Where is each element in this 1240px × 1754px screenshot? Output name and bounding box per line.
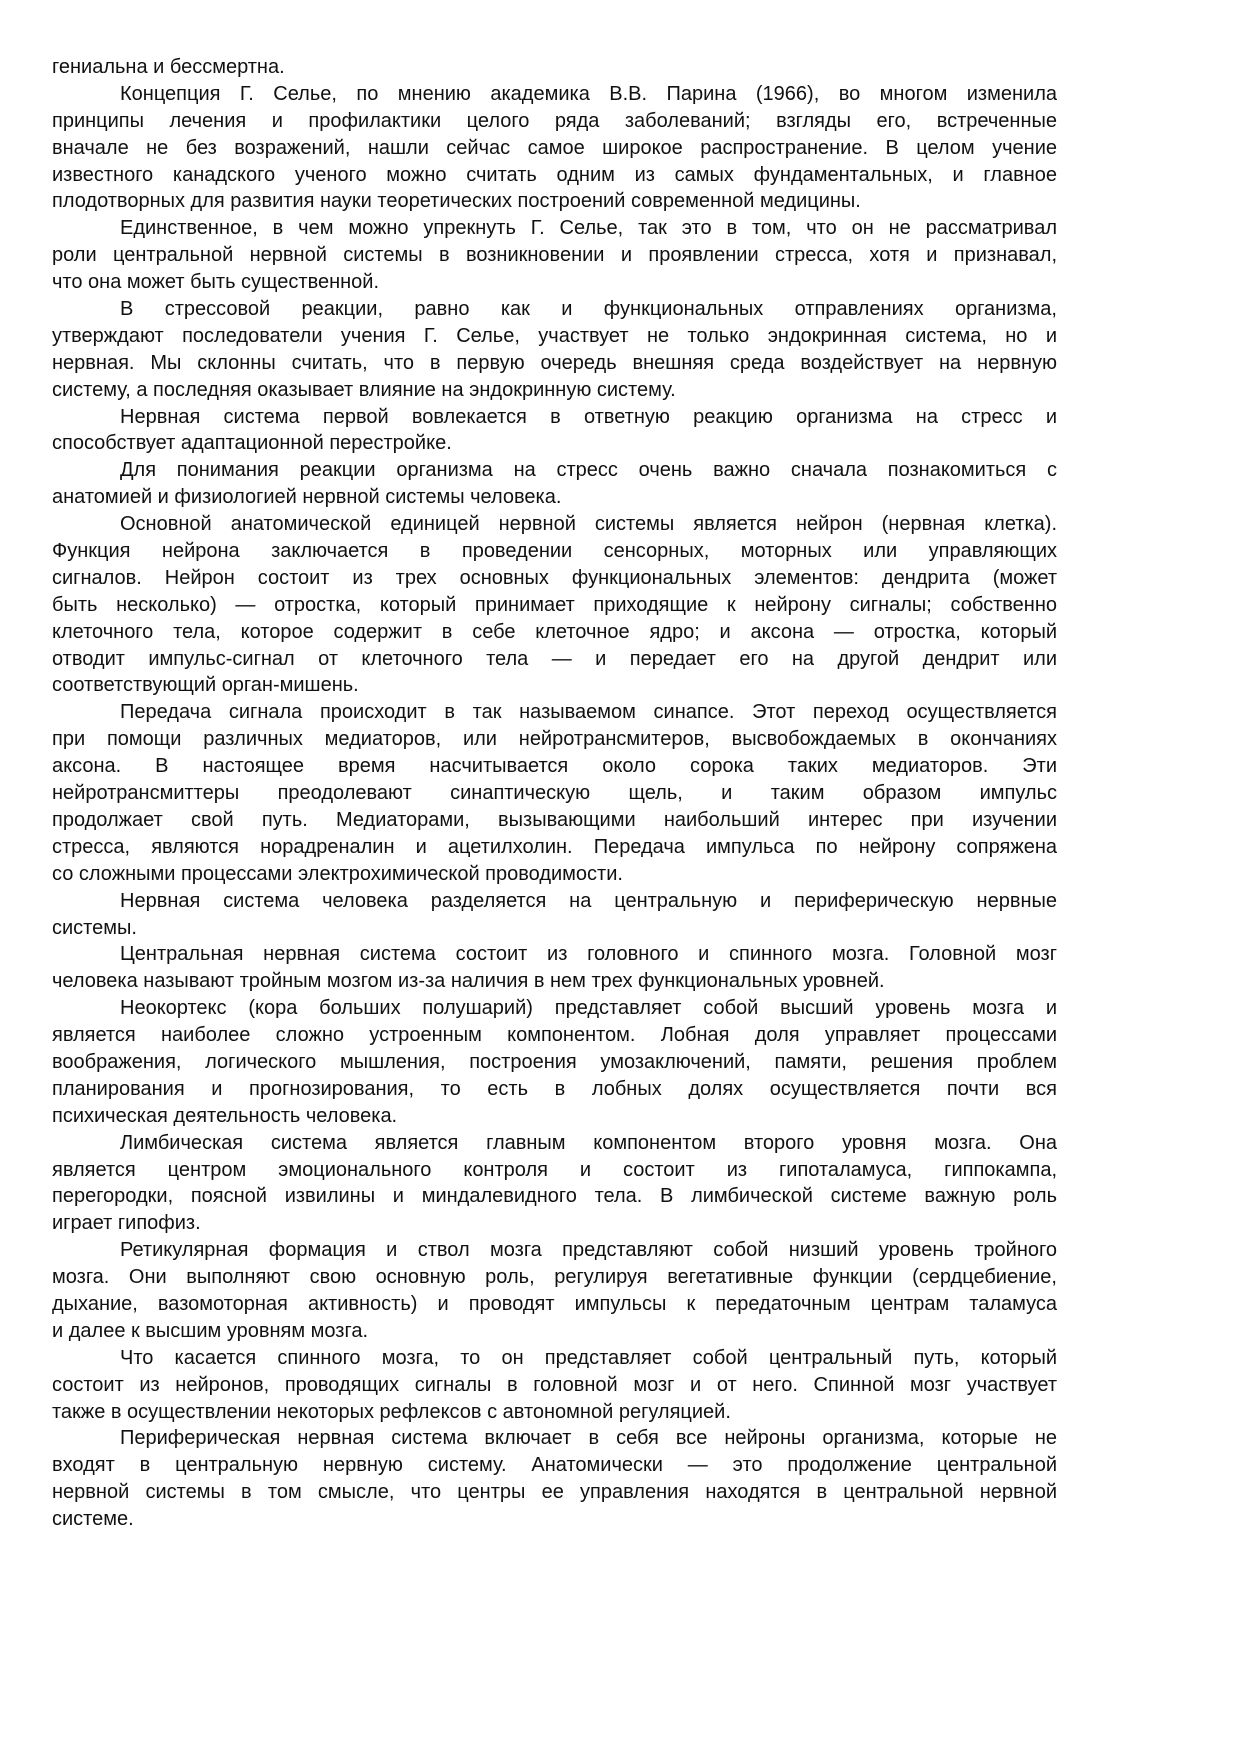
paragraph	[52, 1345, 1057, 1426]
text-line: Ретикулярная формация и ствол мозга представляют собой низший уровень тройного	[120, 1239, 1057, 1262]
text-line: быть несколько) — отростка, который принимает приходящие к нейрону сигналы; собственно	[52, 593, 1057, 616]
text-line: является наиболее сложно устроенным компонентом. Лобная доля управляет процессами	[52, 1024, 1057, 1047]
text-line: является центром эмоционального контроля и состоит из гипоталамуса, гиппокампа,	[52, 1158, 1057, 1181]
paragraph	[52, 511, 1057, 699]
text-line: Передача сигнала происходит в так называемом синапсе. Этот переход осуществляется	[120, 701, 1057, 724]
text-line: также в осуществлении некоторых рефлексов с автономной регуляцией.	[52, 1400, 731, 1423]
text-line: соответствующий орган-мишень.	[52, 674, 359, 697]
text-line: продолжает свой путь. Медиаторами, вызывающими наибольший интерес при изучении	[52, 808, 1057, 831]
paragraph	[52, 995, 1057, 1129]
paragraph	[52, 888, 1057, 942]
text-line: и далее к высшим уровням мозга.	[52, 1319, 369, 1342]
text-line: нейротрансмиттеры преодолевают синаптическую щель, и таким образом импульс	[52, 782, 1057, 805]
text-line: воображения, логического мышления, построения умозаключений, памяти, решения проблем	[52, 1050, 1057, 1073]
text-line: утверждают последователи учения Г. Селье, участвует не только эндокринная система, но и	[52, 324, 1057, 347]
paragraph	[52, 54, 1057, 81]
text-line: Что касается спинного мозга, то он представляет собой центральный путь, который	[120, 1346, 1057, 1369]
text-line: что она может быть существенной.	[52, 271, 380, 294]
paragraph	[52, 699, 1057, 887]
text-line: систему, а последняя оказывает влияние на эндокринную систему.	[52, 378, 676, 401]
paragraph	[52, 1237, 1057, 1345]
text-line: принципы лечения и профилактики целого ряда заболеваний; взгляды его, встреченные	[52, 109, 1057, 132]
text-line: перегородки, поясной извилины и миндалевидного тела. В лимбической системе важную роль	[52, 1185, 1057, 1208]
text-line: системе.	[52, 1508, 134, 1531]
paragraph	[52, 941, 1057, 995]
document-page	[52, 54, 1057, 1533]
text-line: психическая деятельность человека.	[52, 1104, 398, 1127]
text-line: способствует адаптационной перестройке.	[52, 432, 452, 455]
text-line: состоит из нейронов, проводящих сигналы в головной мозг и от него. Спинной мозг участвует	[52, 1373, 1057, 1396]
text-line: планирования и прогнозирования, то есть в лобных долях осуществляется почти вся	[52, 1077, 1057, 1100]
text-line: Неокортекс (кора больших полушарий) представляет собой высший уровень мозга и	[120, 997, 1057, 1020]
paragraph	[52, 215, 1057, 296]
text-line: известного канадского ученого можно считать одним из самых фундаментальных, и главное	[52, 163, 1057, 186]
text-line: Центральная нервная система состоит из головного и спинного мозга. Головной мозг	[120, 943, 1057, 966]
text-line: стресса, являются норадреналин и ацетилхолин. Передача импульса по нейрону сопряжена	[52, 835, 1057, 858]
paragraph	[52, 81, 1057, 215]
text-line: Единственное, в чем можно упрекнуть Г. Селье, так это в том, что он не рассматривал	[120, 217, 1057, 240]
paragraph	[52, 457, 1057, 511]
text-line: В стрессовой реакции, равно как и функциональных отправлениях организма,	[120, 298, 1057, 321]
text-line: играет гипофиз.	[52, 1212, 201, 1235]
text-line: сигналов. Нейрон состоит из трех основных функциональных элементов: дендрита (может	[52, 566, 1057, 589]
text-line: Функция нейрона заключается в проведении сенсорных, моторных или управляющих	[52, 540, 1057, 563]
text-line: отводит импульс-сигнал от клеточного тела — и передает его на другой дендрит или	[52, 647, 1057, 670]
text-line: нервной системы в том смысле, что центры ее управления находятся в центральной нервной	[52, 1481, 1057, 1504]
text-line: Основной анатомической единицей нервной системы является нейрон (нервная клетка).	[120, 513, 1057, 536]
text-line: Нервная система человека разделяется на центральную и периферическую нервные	[120, 889, 1057, 912]
text-line: Лимбическая система является главным компонентом второго уровня мозга. Она	[120, 1131, 1057, 1154]
text-line: Для понимания реакции организма на стресс очень важно сначала познакомиться с	[120, 459, 1057, 482]
text-line: Периферическая нервная система включает в себя все нейроны организма, которые не	[120, 1427, 1057, 1450]
text-line: при помощи различных медиаторов, или нейротрансмитеров, высвобождаемых в окончаниях	[52, 728, 1057, 751]
text-line: входят в центральную нервную систему. Анатомически — это продолжение центральной	[52, 1454, 1057, 1477]
paragraph	[52, 1130, 1057, 1238]
text-line: дыхание, вазомоторная активность) и проводят импульсы к передаточным центрам таламуса	[52, 1292, 1057, 1315]
text-line: Нервная система первой вовлекается в ответную реакцию организма на стресс и	[120, 405, 1057, 428]
text-line: аксона. В настоящее время насчитывается около сорока таких медиаторов. Эти	[52, 755, 1057, 778]
text-line: человека называют тройным мозгом из-за наличия в нем трех функциональных уровней.	[52, 970, 885, 993]
text-line: анатомией и физиологией нервной системы человека.	[52, 486, 562, 509]
paragraph	[52, 296, 1057, 404]
text-line: со сложными процессами электрохимической проводимости.	[52, 862, 623, 885]
paragraph	[52, 1425, 1057, 1533]
text-line: плодотворных для развития науки теоретических построений современной медицины.	[52, 190, 861, 213]
text-line: нервная. Мы склонны считать, что в первую очередь внешняя среда воздействует на нервную	[52, 351, 1057, 374]
text-line: гениальна и бессмертна.	[52, 56, 285, 78]
text-line: клеточного тела, которое содержит в себе клеточное ядро; и аксона — отростка, который	[52, 620, 1057, 643]
text-line: Концепция Г. Селье, по мнению академика В.В. Парина (1966), во многом изменила	[120, 82, 1057, 105]
text-line: мозга. Они выполняют свою основную роль, регулируя вегетативные функции (сердцебиение,	[52, 1266, 1057, 1289]
paragraph	[52, 404, 1057, 458]
text-line: системы.	[52, 916, 137, 939]
text-line: вначале не без возражений, нашли сейчас самое широкое распространение. В целом учение	[52, 136, 1057, 159]
text-line: роли центральной нервной системы в возникновении и проявлении стресса, хотя и признавал,	[52, 244, 1057, 267]
